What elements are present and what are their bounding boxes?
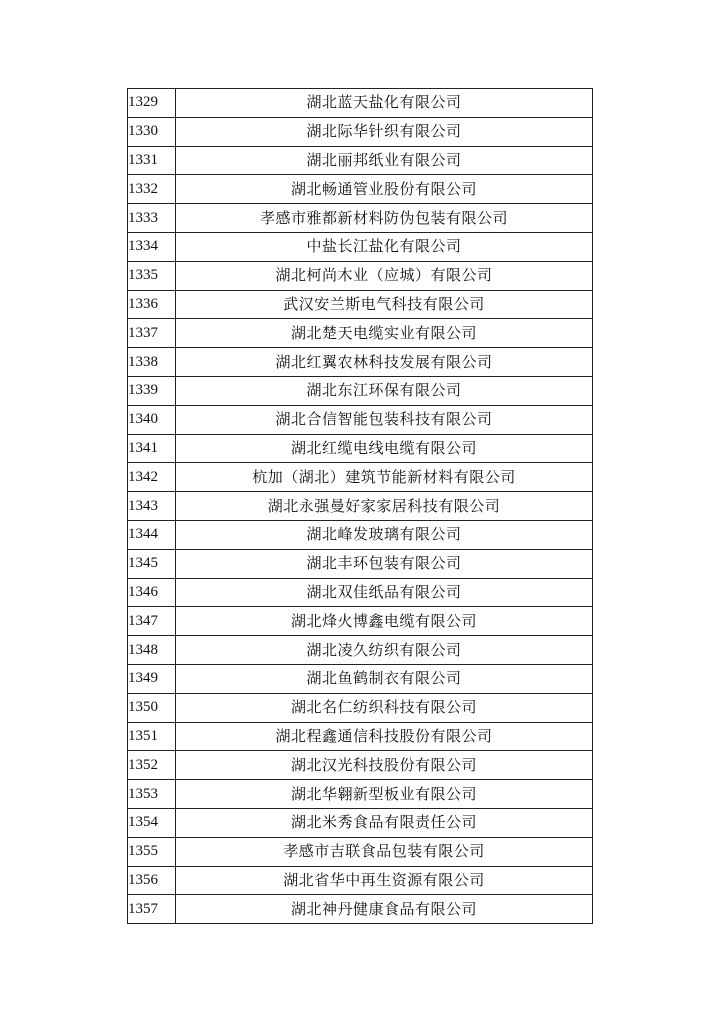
- table-row: [128, 290, 593, 319]
- company-name: 湖北际华针织有限公司: [176, 117, 593, 146]
- company-name: 湖北米秀食品有限责任公司: [176, 808, 593, 837]
- row-number: 1351: [128, 722, 176, 751]
- table-row: [128, 520, 593, 549]
- company-name: 湖北红翼农林科技发展有限公司: [176, 348, 593, 377]
- company-name: 杭加（湖北）建筑节能新材料有限公司: [176, 463, 593, 492]
- company-name: 湖北丽邦纸业有限公司: [176, 146, 593, 175]
- row-number: 1352: [128, 751, 176, 780]
- row-number: 1347: [128, 607, 176, 636]
- table-row: [128, 751, 593, 780]
- company-name: 湖北省华中再生资源有限公司: [176, 866, 593, 895]
- row-number: 1340: [128, 405, 176, 434]
- row-number: 1338: [128, 348, 176, 377]
- row-number: 1354: [128, 808, 176, 837]
- company-name: 湖北丰环包装有限公司: [176, 549, 593, 578]
- table-row: [128, 319, 593, 348]
- row-number: 1343: [128, 492, 176, 521]
- row-number: 1346: [128, 578, 176, 607]
- row-number: 1337: [128, 319, 176, 348]
- company-name: 湖北蓝天盐化有限公司: [176, 89, 593, 118]
- table-row: [128, 175, 593, 204]
- table-row: [128, 204, 593, 233]
- row-number: 1357: [128, 895, 176, 924]
- company-name: 孝感市吉联食品包装有限公司: [176, 837, 593, 866]
- table-row: [128, 434, 593, 463]
- table-row: [128, 348, 593, 377]
- row-number: 1330: [128, 117, 176, 146]
- table-row: [128, 722, 593, 751]
- row-number: 1333: [128, 204, 176, 233]
- row-number: 1331: [128, 146, 176, 175]
- table-row: [128, 89, 593, 118]
- table-row: [128, 693, 593, 722]
- company-name: 湖北神丹健康食品有限公司: [176, 895, 593, 924]
- row-number: 1332: [128, 175, 176, 204]
- row-number: 1356: [128, 866, 176, 895]
- company-name: 武汉安兰斯电气科技有限公司: [176, 290, 593, 319]
- table-row: [128, 780, 593, 809]
- row-number: 1329: [128, 89, 176, 118]
- table-row: [128, 664, 593, 693]
- row-number: 1349: [128, 664, 176, 693]
- row-number: 1345: [128, 549, 176, 578]
- table-row: [128, 463, 593, 492]
- row-number: 1339: [128, 376, 176, 405]
- table-row: [128, 549, 593, 578]
- row-number: 1344: [128, 520, 176, 549]
- table-row: [128, 607, 593, 636]
- table-row: [128, 578, 593, 607]
- table-row: [128, 376, 593, 405]
- company-name: 湖北畅通管业股份有限公司: [176, 175, 593, 204]
- company-name: 湖北合信智能包装科技有限公司: [176, 405, 593, 434]
- row-number: 1334: [128, 232, 176, 261]
- table-row: [128, 837, 593, 866]
- company-name: 湖北烽火博鑫电缆有限公司: [176, 607, 593, 636]
- row-number: 1336: [128, 290, 176, 319]
- table-row: [128, 492, 593, 521]
- company-name: 湖北程鑫通信科技股份有限公司: [176, 722, 593, 751]
- company-name: 湖北东江环保有限公司: [176, 376, 593, 405]
- table-row: [128, 895, 593, 924]
- table-row: [128, 232, 593, 261]
- company-name: 湖北柯尚木业（应城）有限公司: [176, 261, 593, 290]
- row-number: 1341: [128, 434, 176, 463]
- company-name: 湖北双佳纸品有限公司: [176, 578, 593, 607]
- company-list-table: [127, 88, 593, 924]
- table-row: [128, 808, 593, 837]
- company-name: 湖北汉光科技股份有限公司: [176, 751, 593, 780]
- company-name: 湖北峰发玻璃有限公司: [176, 520, 593, 549]
- company-name: 湖北永强曼好家家居科技有限公司: [176, 492, 593, 521]
- table-row: [128, 636, 593, 665]
- row-number: 1348: [128, 636, 176, 665]
- table-row: [128, 146, 593, 175]
- company-name: 中盐长江盐化有限公司: [176, 232, 593, 261]
- company-name: 孝感市雅都新材料防伪包装有限公司: [176, 204, 593, 233]
- company-name: 湖北华翱新型板业有限公司: [176, 780, 593, 809]
- company-list-body: [128, 89, 593, 924]
- company-name: 湖北凌久纺织有限公司: [176, 636, 593, 665]
- company-name: 湖北鱼鹤制衣有限公司: [176, 664, 593, 693]
- row-number: 1342: [128, 463, 176, 492]
- table-row: [128, 866, 593, 895]
- row-number: 1350: [128, 693, 176, 722]
- row-number: 1355: [128, 837, 176, 866]
- table-row: [128, 261, 593, 290]
- company-name: 湖北红缆电线电缆有限公司: [176, 434, 593, 463]
- table-row: [128, 117, 593, 146]
- company-name: 湖北名仁纺织科技有限公司: [176, 693, 593, 722]
- company-name: 湖北楚天电缆实业有限公司: [176, 319, 593, 348]
- table-row: [128, 405, 593, 434]
- row-number: 1335: [128, 261, 176, 290]
- row-number: 1353: [128, 780, 176, 809]
